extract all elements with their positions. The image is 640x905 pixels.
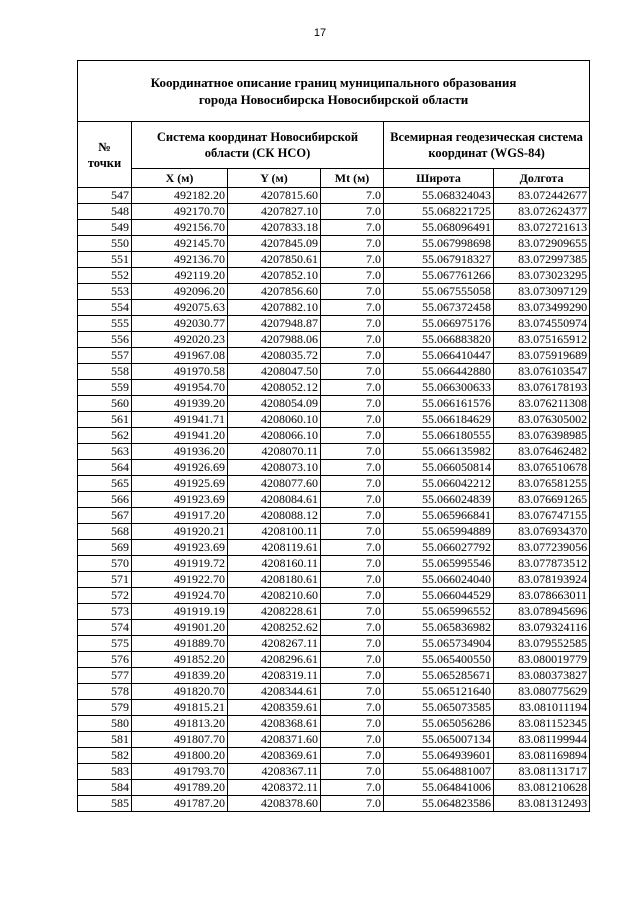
table-row [78,428,590,444]
cell-mt: 7.0 [321,252,384,268]
cell-y: 4208073.10 [228,460,321,476]
table-row [78,780,590,796]
cell-latitude: 55.066975176 [384,316,494,332]
cell-point-number: 552 [78,268,132,284]
cell-point-number: 559 [78,380,132,396]
cell-y: 4208267.11 [228,636,321,652]
cell-x: 491807.70 [132,732,228,748]
cell-point-number: 555 [78,316,132,332]
cell-x: 491925.69 [132,476,228,492]
cell-y: 4208054.09 [228,396,321,412]
cell-y: 4208070.11 [228,444,321,460]
table-row [78,364,590,380]
table-row [78,572,590,588]
table-row [78,412,590,428]
cell-longitude: 83.081152345 [494,716,590,732]
cell-longitude: 83.076398985 [494,428,590,444]
cell-point-number: 584 [78,780,132,796]
cell-y: 4207856.60 [228,284,321,300]
cell-x: 491970.58 [132,364,228,380]
cell-point-number: 554 [78,300,132,316]
cell-mt: 7.0 [321,604,384,620]
cell-y: 4208160.11 [228,556,321,572]
cell-longitude: 83.078663011 [494,588,590,604]
cell-point-number: 569 [78,540,132,556]
cell-x: 491917.20 [132,508,228,524]
cell-latitude: 55.068324043 [384,188,494,204]
cell-y: 4207827.10 [228,204,321,220]
cell-point-number: 556 [78,332,132,348]
cell-latitude: 55.066180555 [384,428,494,444]
cell-longitude: 83.076178193 [494,380,590,396]
cell-mt: 7.0 [321,236,384,252]
cell-longitude: 83.081131717 [494,764,590,780]
cell-point-number: 561 [78,412,132,428]
table-row [78,492,590,508]
table-row [78,620,590,636]
cell-x: 491920.21 [132,524,228,540]
cell-longitude: 83.080373827 [494,668,590,684]
cell-mt: 7.0 [321,188,384,204]
table-row [78,236,590,252]
cell-y: 4208088.12 [228,508,321,524]
cell-y: 4208344.61 [228,684,321,700]
cell-latitude: 55.065285671 [384,668,494,684]
cell-latitude: 55.065966841 [384,508,494,524]
cell-longitude: 83.072442677 [494,188,590,204]
cell-latitude: 55.068096491 [384,220,494,236]
cell-longitude: 83.076103547 [494,364,590,380]
cell-latitude: 55.066135982 [384,444,494,460]
cell-x: 491967.08 [132,348,228,364]
cell-y: 4208228.61 [228,604,321,620]
cell-x: 491924.70 [132,588,228,604]
cell-latitude: 55.066161576 [384,396,494,412]
cell-latitude: 55.067555058 [384,284,494,300]
cell-mt: 7.0 [321,684,384,700]
cell-latitude: 55.065996552 [384,604,494,620]
cell-mt: 7.0 [321,636,384,652]
cell-latitude: 55.066024839 [384,492,494,508]
table-title-line1: Координатное описание границ муниципального образования [150,75,517,90]
cell-latitude: 55.065073585 [384,700,494,716]
cell-x: 491820.70 [132,684,228,700]
table-row [78,716,590,732]
cell-y: 4207850.61 [228,252,321,268]
cell-y: 4208100.11 [228,524,321,540]
cell-latitude: 55.066027792 [384,540,494,556]
cell-x: 491941.20 [132,428,228,444]
cell-point-number: 575 [78,636,132,652]
cell-y: 4208378.60 [228,796,321,812]
cell-point-number: 557 [78,348,132,364]
table-row [78,604,590,620]
cell-longitude: 83.080019779 [494,652,590,668]
cell-latitude: 55.067918327 [384,252,494,268]
cell-longitude: 83.076691265 [494,492,590,508]
cell-latitude: 55.066300633 [384,380,494,396]
cell-x: 491923.69 [132,540,228,556]
cell-mt: 7.0 [321,332,384,348]
table-row [78,396,590,412]
cell-latitude: 55.065400550 [384,652,494,668]
cell-longitude: 83.075919689 [494,348,590,364]
cell-point-number: 567 [78,508,132,524]
table-row [78,636,590,652]
table-row [78,668,590,684]
cell-x: 492136.70 [132,252,228,268]
table-title [78,61,590,122]
cell-longitude: 83.081199944 [494,732,590,748]
cell-point-number: 572 [78,588,132,604]
cell-point-number: 571 [78,572,132,588]
cell-latitude: 55.066184629 [384,412,494,428]
cell-latitude: 55.066883820 [384,332,494,348]
col-header-x: X (м) [132,169,228,188]
cell-mt: 7.0 [321,652,384,668]
cell-longitude: 83.072997385 [494,252,590,268]
cell-mt: 7.0 [321,748,384,764]
table-row [78,332,590,348]
cell-x: 492145.70 [132,236,228,252]
table-row [78,380,590,396]
cell-y: 4208369.61 [228,748,321,764]
cell-longitude: 83.079552585 [494,636,590,652]
table-row [78,508,590,524]
col-header-y: Y (м) [228,169,321,188]
col-header-longitude: Долгота [494,169,590,188]
cell-point-number: 565 [78,476,132,492]
cell-point-number: 576 [78,652,132,668]
cell-mt: 7.0 [321,524,384,540]
table-body [78,188,590,812]
cell-x: 491839.20 [132,668,228,684]
cell-point-number: 578 [78,684,132,700]
cell-mt: 7.0 [321,460,384,476]
cell-mt: 7.0 [321,668,384,684]
cell-x: 491954.70 [132,380,228,396]
table-row [78,748,590,764]
cell-mt: 7.0 [321,380,384,396]
cell-longitude: 83.076211308 [494,396,590,412]
cell-mt: 7.0 [321,620,384,636]
cell-latitude: 55.066442880 [384,364,494,380]
cell-longitude: 83.076934370 [494,524,590,540]
cell-x: 492096.20 [132,284,228,300]
cell-y: 4207845.09 [228,236,321,252]
cell-mt: 7.0 [321,508,384,524]
cell-point-number: 550 [78,236,132,252]
col-header-point: № точки [78,122,132,188]
table-row [78,268,590,284]
cell-point-number: 562 [78,428,132,444]
cell-latitude: 55.065056286 [384,716,494,732]
cell-longitude: 83.074550974 [494,316,590,332]
cell-mt: 7.0 [321,476,384,492]
cell-x: 491919.19 [132,604,228,620]
cell-x: 491789.20 [132,780,228,796]
cell-point-number: 558 [78,364,132,380]
table-row [78,796,590,812]
cell-mt: 7.0 [321,556,384,572]
cell-y: 4208252.62 [228,620,321,636]
cell-x: 492020.23 [132,332,228,348]
cell-longitude: 83.081312493 [494,796,590,812]
table-row [78,684,590,700]
cell-point-number: 547 [78,188,132,204]
table-row [78,460,590,476]
coordinates-table [77,60,590,812]
cell-mt: 7.0 [321,780,384,796]
cell-y: 4208210.60 [228,588,321,604]
cell-longitude: 83.076747155 [494,508,590,524]
cell-latitude: 55.064841006 [384,780,494,796]
page-number: 17 [313,27,327,39]
cell-point-number: 560 [78,396,132,412]
cell-longitude: 83.077239056 [494,540,590,556]
cell-x: 492182.20 [132,188,228,204]
cell-y: 4207833.18 [228,220,321,236]
cell-y: 4208047.50 [228,364,321,380]
table-row [78,732,590,748]
cell-x: 491919.72 [132,556,228,572]
table-title-line2: города Новосибирска Новосибирской области [198,92,469,107]
table-row [78,476,590,492]
cell-longitude: 83.073499290 [494,300,590,316]
cell-longitude: 83.078193924 [494,572,590,588]
cell-latitude: 55.065007134 [384,732,494,748]
cell-x: 491923.69 [132,492,228,508]
cell-x: 491787.20 [132,796,228,812]
cell-x: 491922.70 [132,572,228,588]
cell-x: 492075.63 [132,300,228,316]
group-header-local-system: Система координат Новосибирской области (СК НСО) [132,122,384,169]
cell-longitude: 83.076510678 [494,460,590,476]
cell-mt: 7.0 [321,412,384,428]
cell-point-number: 568 [78,524,132,540]
cell-y: 4208372.11 [228,780,321,796]
cell-point-number: 581 [78,732,132,748]
cell-latitude: 55.066024040 [384,572,494,588]
cell-latitude: 55.065836982 [384,620,494,636]
cell-x: 492030.77 [132,316,228,332]
cell-mt: 7.0 [321,716,384,732]
cell-latitude: 55.066044529 [384,588,494,604]
cell-latitude: 55.068221725 [384,204,494,220]
cell-x: 491793.70 [132,764,228,780]
cell-longitude: 83.080775629 [494,684,590,700]
cell-mt: 7.0 [321,732,384,748]
cell-latitude: 55.065994889 [384,524,494,540]
cell-x: 491800.20 [132,748,228,764]
cell-point-number: 563 [78,444,132,460]
cell-y: 4207852.10 [228,268,321,284]
cell-point-number: 579 [78,700,132,716]
cell-latitude: 55.066410447 [384,348,494,364]
cell-latitude: 55.067372458 [384,300,494,316]
cell-latitude: 55.064823586 [384,796,494,812]
table-row [78,204,590,220]
cell-y: 4208077.60 [228,476,321,492]
cell-y: 4208319.11 [228,668,321,684]
cell-y: 4207882.10 [228,300,321,316]
cell-point-number: 551 [78,252,132,268]
cell-x: 491889.70 [132,636,228,652]
cell-point-number: 570 [78,556,132,572]
cell-point-number: 573 [78,604,132,620]
cell-mt: 7.0 [321,492,384,508]
table-row [78,764,590,780]
cell-longitude: 83.072721613 [494,220,590,236]
cell-mt: 7.0 [321,204,384,220]
cell-point-number: 564 [78,460,132,476]
table-row [78,300,590,316]
cell-longitude: 83.075165912 [494,332,590,348]
cell-point-number: 566 [78,492,132,508]
cell-x: 491939.20 [132,396,228,412]
table-row [78,524,590,540]
cell-y: 4208052.12 [228,380,321,396]
table-row [78,700,590,716]
cell-x: 491813.20 [132,716,228,732]
cell-latitude: 55.066042212 [384,476,494,492]
cell-mt: 7.0 [321,700,384,716]
cell-mt: 7.0 [321,572,384,588]
cell-longitude: 83.076581255 [494,476,590,492]
cell-y: 4207815.60 [228,188,321,204]
cell-x: 492156.70 [132,220,228,236]
cell-x: 492170.70 [132,204,228,220]
cell-mt: 7.0 [321,396,384,412]
cell-longitude: 83.081169894 [494,748,590,764]
table-row [78,556,590,572]
cell-mt: 7.0 [321,300,384,316]
cell-latitude: 55.067761266 [384,268,494,284]
table-row [78,284,590,300]
cell-mt: 7.0 [321,588,384,604]
cell-mt: 7.0 [321,428,384,444]
cell-x: 491901.20 [132,620,228,636]
table-row [78,652,590,668]
col-header-latitude: Широта [384,169,494,188]
cell-longitude: 83.076305002 [494,412,590,428]
cell-y: 4207988.06 [228,332,321,348]
cell-mt: 7.0 [321,316,384,332]
cell-mt: 7.0 [321,364,384,380]
cell-x: 491815.21 [132,700,228,716]
cell-y: 4208066.10 [228,428,321,444]
cell-longitude: 83.078945696 [494,604,590,620]
cell-mt: 7.0 [321,540,384,556]
cell-point-number: 553 [78,284,132,300]
table-row [78,252,590,268]
cell-mt: 7.0 [321,764,384,780]
cell-longitude: 83.079324116 [494,620,590,636]
cell-y: 4208368.61 [228,716,321,732]
cell-longitude: 83.077873512 [494,556,590,572]
cell-y: 4208367.11 [228,764,321,780]
cell-y: 4207948.87 [228,316,321,332]
cell-y: 4208035.72 [228,348,321,364]
table-row [78,220,590,236]
cell-y: 4208119.61 [228,540,321,556]
cell-mt: 7.0 [321,268,384,284]
table-row [78,444,590,460]
table-row [78,588,590,604]
cell-mt: 7.0 [321,220,384,236]
cell-longitude: 83.081210628 [494,780,590,796]
cell-latitude: 55.064939601 [384,748,494,764]
cell-longitude: 83.073023295 [494,268,590,284]
cell-mt: 7.0 [321,444,384,460]
cell-point-number: 582 [78,748,132,764]
cell-longitude: 83.072624377 [494,204,590,220]
cell-latitude: 55.065121640 [384,684,494,700]
cell-point-number: 577 [78,668,132,684]
table-row [78,540,590,556]
cell-x: 491941.71 [132,412,228,428]
table-row [78,316,590,332]
cell-point-number: 583 [78,764,132,780]
cell-y: 4208180.61 [228,572,321,588]
cell-y: 4208371.60 [228,732,321,748]
cell-mt: 7.0 [321,284,384,300]
col-header-mt: Mt (м) [321,169,384,188]
cell-point-number: 585 [78,796,132,812]
cell-mt: 7.0 [321,348,384,364]
cell-y: 4208084.61 [228,492,321,508]
cell-mt: 7.0 [321,796,384,812]
cell-latitude: 55.067998698 [384,236,494,252]
cell-x: 491926.69 [132,460,228,476]
cell-point-number: 574 [78,620,132,636]
cell-latitude: 55.065995546 [384,556,494,572]
cell-y: 4208060.10 [228,412,321,428]
cell-point-number: 548 [78,204,132,220]
cell-x: 491936.20 [132,444,228,460]
cell-longitude: 83.072909655 [494,236,590,252]
table-row [78,348,590,364]
cell-y: 4208296.61 [228,652,321,668]
group-header-wgs84: Всемирная геодезическая система координат (WGS-84) [384,122,590,169]
cell-point-number: 549 [78,220,132,236]
table-row [78,188,590,204]
cell-y: 4208359.61 [228,700,321,716]
cell-x: 492119.20 [132,268,228,284]
cell-longitude: 83.073097129 [494,284,590,300]
cell-point-number: 580 [78,716,132,732]
cell-latitude: 55.064881007 [384,764,494,780]
cell-longitude: 83.076462482 [494,444,590,460]
cell-longitude: 83.081011194 [494,700,590,716]
cell-latitude: 55.066050814 [384,460,494,476]
cell-x: 491852.20 [132,652,228,668]
cell-latitude: 55.065734904 [384,636,494,652]
